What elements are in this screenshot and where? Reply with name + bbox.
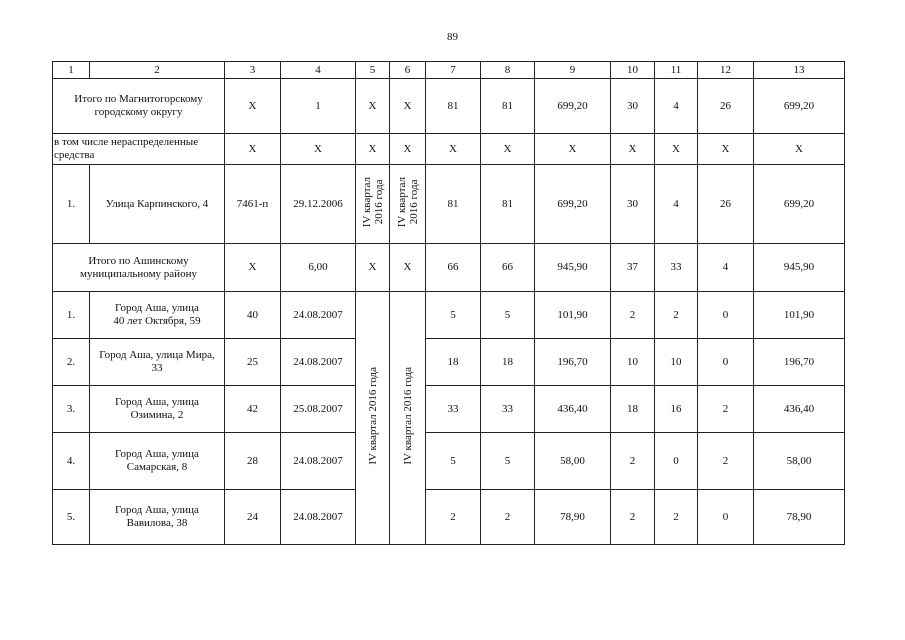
table-cell: X	[481, 134, 535, 165]
table-cell: 5	[426, 292, 481, 339]
table-cell: 699,20	[535, 165, 611, 244]
table-cell: 945,90	[754, 244, 845, 292]
table-cell: 101,90	[754, 292, 845, 339]
period-cell	[356, 292, 390, 545]
address-cell: Город Аша, улица Вавилова, 38	[90, 490, 225, 545]
table-cell: 18	[481, 339, 535, 386]
table-cell: 29.12.2006	[281, 165, 356, 244]
table-cell: 436,40	[754, 386, 845, 433]
table-row	[53, 339, 845, 386]
table-cell: 78,90	[535, 490, 611, 545]
table-cell: 699,20	[754, 79, 845, 134]
table-cell: 33	[481, 386, 535, 433]
table-cell: X	[426, 134, 481, 165]
table-cell: 7461-п	[225, 165, 281, 244]
table-cell: X	[754, 134, 845, 165]
table-cell: 26	[698, 79, 754, 134]
table-cell: X	[390, 79, 426, 134]
asha-total-row	[53, 244, 845, 292]
table-cell: 945,90	[535, 244, 611, 292]
table-cell: 16	[655, 386, 698, 433]
row-number: 1.	[53, 165, 90, 244]
table-cell: 33	[426, 386, 481, 433]
table-cell: 33	[655, 244, 698, 292]
table-cell: 10	[611, 339, 655, 386]
table-cell: X	[356, 244, 390, 292]
table-cell: 699,20	[535, 79, 611, 134]
table-cell: 0	[698, 490, 754, 545]
table-cell: 18	[611, 386, 655, 433]
row-number: 4.	[53, 433, 90, 490]
row-number: 3.	[53, 386, 90, 433]
header-cell: 9	[535, 62, 611, 79]
address-cell: Город Аша, улица Самарская, 8	[90, 433, 225, 490]
table-cell: 699,20	[754, 165, 845, 244]
header-cell: 11	[655, 62, 698, 79]
row-number: 2.	[53, 339, 90, 386]
table-cell: 24.08.2007	[281, 490, 356, 545]
table-cell: 66	[426, 244, 481, 292]
table-cell: 81	[481, 79, 535, 134]
header-cell: 10	[611, 62, 655, 79]
table-cell: 24.08.2007	[281, 433, 356, 490]
header-cell: 7	[426, 62, 481, 79]
header-cell: 5	[356, 62, 390, 79]
table-cell: 6,00	[281, 244, 356, 292]
table-cell: 436,40	[535, 386, 611, 433]
table-cell: 30	[611, 79, 655, 134]
table-cell: X	[356, 79, 390, 134]
header-cell: 2	[90, 62, 225, 79]
table-row	[53, 292, 845, 339]
table-cell: 4	[655, 79, 698, 134]
table-cell: 0	[698, 292, 754, 339]
table-cell: 25	[225, 339, 281, 386]
table-row	[53, 165, 845, 244]
table-cell: 24.08.2007	[281, 292, 356, 339]
table-cell: 42	[225, 386, 281, 433]
table-cell: 196,70	[754, 339, 845, 386]
table-row	[53, 386, 845, 433]
magnitogorsk-total-row	[53, 79, 845, 134]
table-cell: 2	[655, 292, 698, 339]
table-cell: 24.08.2007	[281, 339, 356, 386]
table-cell: 24	[225, 490, 281, 545]
table-cell: 1	[281, 79, 356, 134]
header-cell: 3	[225, 62, 281, 79]
page-number: 89	[447, 31, 458, 43]
table-cell: 2	[481, 490, 535, 545]
table-cell: 26	[698, 165, 754, 244]
table-cell: 78,90	[754, 490, 845, 545]
header-cell: 4	[281, 62, 356, 79]
period-text: IV квартал 2016 года	[360, 176, 385, 228]
table-cell: 37	[611, 244, 655, 292]
period-cell	[390, 165, 426, 244]
header-cell: 6	[390, 62, 426, 79]
address-cell: Город Аша, улица Озимина, 2	[90, 386, 225, 433]
table-cell: 10	[655, 339, 698, 386]
table-cell: 2	[426, 490, 481, 545]
table-cell: 40	[225, 292, 281, 339]
period-text: IV квартал 2016 года	[395, 176, 420, 228]
row-number: 1.	[53, 292, 90, 339]
table-cell: X	[698, 134, 754, 165]
table-cell: 81	[481, 165, 535, 244]
table-cell: 30	[611, 165, 655, 244]
table-cell: 28	[225, 433, 281, 490]
table-cell: 4	[698, 244, 754, 292]
table-row	[53, 490, 845, 545]
magnitogorsk-total-label: Итого по Магнитогорскому городскому округу	[53, 79, 225, 134]
table-cell: 5	[481, 292, 535, 339]
table-cell: 81	[426, 165, 481, 244]
table-cell: 4	[655, 165, 698, 244]
address-cell: Улица Карпинского, 4	[90, 165, 225, 244]
table-cell: 2	[698, 386, 754, 433]
table-cell: 0	[698, 339, 754, 386]
row-number: 5.	[53, 490, 90, 545]
table-cell: 58,00	[754, 433, 845, 490]
table-cell: 196,70	[535, 339, 611, 386]
header-cell: 13	[754, 62, 845, 79]
table-cell: 25.08.2007	[281, 386, 356, 433]
table-cell: X	[611, 134, 655, 165]
period-text: IV квартал 2016 года	[401, 367, 414, 465]
period-text: IV квартал 2016 года	[366, 367, 379, 465]
table-cell: 2	[655, 490, 698, 545]
address-cell: Город Аша, улица 40 лет Октября, 59	[90, 292, 225, 339]
asha-total-label: Итого по Ашинскому муниципальному району	[53, 244, 225, 292]
table-cell: 2	[611, 490, 655, 545]
period-cell	[390, 292, 426, 545]
table-cell: 5	[426, 433, 481, 490]
table-cell: 81	[426, 79, 481, 134]
table-row	[53, 433, 845, 490]
table-cell: X	[225, 79, 281, 134]
undistributed-row	[53, 134, 845, 165]
table-cell: 2	[611, 292, 655, 339]
undistributed-label: в том числе нераспределенные средства	[53, 134, 225, 165]
table-cell: X	[390, 244, 426, 292]
table-cell: 5	[481, 433, 535, 490]
table-cell: X	[390, 134, 426, 165]
table-cell: 101,90	[535, 292, 611, 339]
table-cell: X	[281, 134, 356, 165]
header-cell: 1	[53, 62, 90, 79]
table-cell: X	[225, 134, 281, 165]
table-cell: X	[535, 134, 611, 165]
period-cell	[356, 165, 390, 244]
header-row	[53, 62, 845, 79]
table-cell: X	[225, 244, 281, 292]
address-cell: Город Аша, улица Мира, 33	[90, 339, 225, 386]
table-cell: 2	[611, 433, 655, 490]
header-cell: 8	[481, 62, 535, 79]
header-cell: 12	[698, 62, 754, 79]
data-table	[52, 61, 845, 545]
table-cell: 18	[426, 339, 481, 386]
table-cell: 66	[481, 244, 535, 292]
table-cell: 2	[698, 433, 754, 490]
table-cell: X	[356, 134, 390, 165]
table-cell: 0	[655, 433, 698, 490]
table-cell: X	[655, 134, 698, 165]
table-cell: 58,00	[535, 433, 611, 490]
